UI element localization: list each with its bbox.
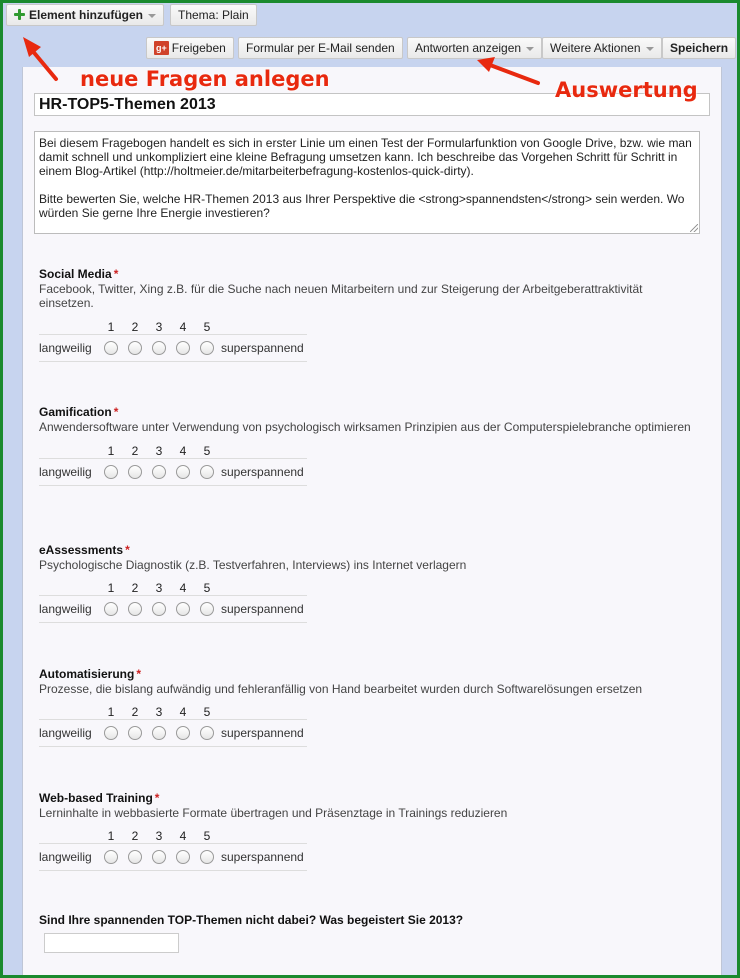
required-marker: * xyxy=(113,405,119,419)
scale-number: 4 xyxy=(179,320,187,334)
question-help-text: Anwendersoftware unter Verwendung von psychologisch wirksamen Prinzipien aus der Computerspielebranche optimieren xyxy=(39,420,691,434)
scale-number: 1 xyxy=(107,705,115,719)
scale-low-label: langweilig xyxy=(39,465,92,479)
scale-number: 4 xyxy=(179,705,187,719)
scale-number: 2 xyxy=(131,705,139,719)
more-actions-label: Weitere Aktionen xyxy=(550,41,641,55)
scale-number: 3 xyxy=(155,444,163,458)
scale-number: 3 xyxy=(155,705,163,719)
view-responses-label: Antworten anzeigen xyxy=(415,41,522,55)
scale-number: 2 xyxy=(131,320,139,334)
theme-label: Thema: Plain xyxy=(178,8,249,22)
scale-high-label: superspannend xyxy=(221,465,304,479)
scale-number: 5 xyxy=(203,581,211,595)
scale-number: 3 xyxy=(155,829,163,843)
email-form-label: Formular per E-Mail senden xyxy=(246,41,395,55)
scale-number: 2 xyxy=(131,829,139,843)
scale-number: 1 xyxy=(107,829,115,843)
question-help-text: Facebook, Twitter, Xing z.B. für die Suche nach neuen Mitarbeitern und zur Steigerung der Arbeitgeberattraktivität einsetzen. xyxy=(39,282,643,310)
question-title-text: eAssessments xyxy=(39,543,124,557)
scale-number: 5 xyxy=(203,705,211,719)
scale-low-label: langweilig xyxy=(39,726,92,740)
google-plus-icon: g+ xyxy=(156,43,167,53)
scale-high-label: superspannend xyxy=(221,602,304,616)
question-title-text: Gamification xyxy=(39,405,112,419)
scale-low-label: langweilig xyxy=(39,341,92,355)
required-marker: * xyxy=(125,543,130,557)
scale-low-label: langweilig xyxy=(39,602,92,616)
scale-number: 5 xyxy=(203,444,211,458)
scale-number: 1 xyxy=(107,320,115,334)
scale-low-label: langweilig xyxy=(39,850,92,864)
annotation-new-questions: neue Fragen anlegen xyxy=(80,67,330,91)
question-help-text: Lerninhalte in webbasierte Formate übertragen und Präsenztage in Trainings reduzieren xyxy=(39,806,508,820)
annotation-arrow-right xyxy=(3,3,737,975)
add-element-label: Element hinzufügen xyxy=(29,8,143,22)
scale-number: 2 xyxy=(131,444,139,458)
question-title-text: Automatisierung xyxy=(39,667,135,681)
question-title: Sind Ihre spannenden TOP-Themen nicht dabei? Was begeistert Sie 2013? xyxy=(39,913,464,927)
scale-high-label: superspannend xyxy=(221,341,304,355)
scale-number: 5 xyxy=(203,320,211,334)
scale-number: 2 xyxy=(131,581,139,595)
save-label: Speichern xyxy=(670,41,729,55)
share-label: Freigeben xyxy=(171,41,226,55)
description-paragraph: Bitte bewerten Sie, welche HR-Themen 2013 aus Ihrer Perspektive die <strong>spannendsten</strong> sein werden. Wo würden Sie gerne Ihre Energie investieren? xyxy=(39,192,685,220)
scale-number: 3 xyxy=(155,320,163,334)
scale-number: 1 xyxy=(107,444,115,458)
scale-number: 4 xyxy=(179,581,187,595)
form-title-input[interactable]: HR-TOP5-Themen 2013 xyxy=(34,93,710,116)
form-editor-window xyxy=(3,3,737,975)
scale-number: 5 xyxy=(203,829,211,843)
scale-number: 4 xyxy=(179,829,187,843)
scale-number: 1 xyxy=(107,581,115,595)
question-title-text: Social Media xyxy=(39,267,112,281)
description-paragraph: Bei diesem Fragebogen handelt es sich in erster Linie um einen Test der Formularfunktion von Google Drive, bzw. wie man damit schnell und unkompliziert eine kleine Befragung umsetzen kann. Ich beschreibe das Vorgehen Schritt für Schritt in einem Blog-Artikel (http://holtmeier.de/mitarbeiterbefragung-kostenlos-quick-dirty). xyxy=(39,136,692,178)
required-marker: * xyxy=(136,667,142,681)
scale-high-label: superspannend xyxy=(221,850,304,864)
required-marker: * xyxy=(113,267,119,281)
question-title-text: Web-based Training xyxy=(39,791,153,805)
required-marker: * xyxy=(154,791,160,805)
question-help-text: Prozesse, die bislang aufwändig und fehleranfällig von Hand bearbeitet wurden durch Softwarelösungen ersetzen xyxy=(39,682,643,696)
annotation-evaluation: Auswertung xyxy=(555,78,698,102)
scale-high-label: superspannend xyxy=(221,726,304,740)
scale-number: 4 xyxy=(179,444,187,458)
scale-number: 3 xyxy=(155,581,163,595)
question-help-text: Psychologische Diagnostik (z.B. Testverfahren, Interviews) ins Internet verlagern xyxy=(39,558,467,572)
